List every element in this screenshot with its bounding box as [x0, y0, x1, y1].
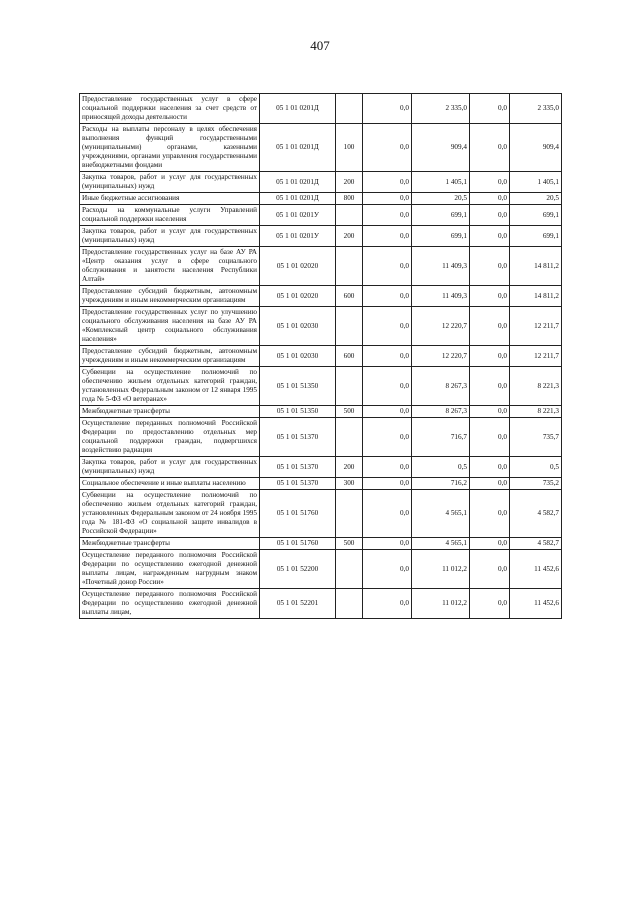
row-value-4-cell: 735,7 [510, 418, 562, 457]
row-code-cell: 05 1 01 02020 [260, 286, 336, 307]
row-code-cell: 05 1 01 02030 [260, 346, 336, 367]
row-value-4-cell: 699,1 [510, 205, 562, 226]
row-value-2-cell: 4 565,1 [412, 538, 470, 550]
row-name-cell: Осуществление переданного полномочия Российской Федерации по осуществлению ежегодной денежной выплаты лицам, [80, 589, 260, 619]
table-row [80, 589, 562, 619]
row-value-4-cell: 11 452,6 [510, 550, 562, 589]
row-code-cell: 05 1 01 51350 [260, 406, 336, 418]
row-value-4-cell: 1 405,1 [510, 172, 562, 193]
row-value-4-cell: 909,4 [510, 124, 562, 172]
row-value-3-cell: 0,0 [470, 172, 510, 193]
row-code-cell: 05 1 01 51350 [260, 367, 336, 406]
row-value-2-cell: 909,4 [412, 124, 470, 172]
row-value-1-cell: 0,0 [363, 418, 412, 457]
row-value-1-cell: 0,0 [363, 193, 412, 205]
row-value-3-cell: 0,0 [470, 346, 510, 367]
row-value-4-cell: 699,1 [510, 226, 562, 247]
table-row [80, 538, 562, 550]
row-code-cell: 05 1 01 0201Д [260, 193, 336, 205]
row-code-cell: 05 1 01 0201Д [260, 94, 336, 124]
table-row [80, 172, 562, 193]
row-value-3-cell: 0,0 [470, 226, 510, 247]
row-code-cell: 05 1 01 51370 [260, 478, 336, 490]
row-code-cell: 05 1 01 52200 [260, 550, 336, 589]
row-name-cell: Межбюджетные трансферты [80, 538, 260, 550]
row-value-4-cell: 8 221,3 [510, 406, 562, 418]
row-expense-type-cell: 200 [336, 172, 363, 193]
table-row [80, 550, 562, 589]
row-value-1-cell: 0,0 [363, 247, 412, 286]
row-value-3-cell: 0,0 [470, 205, 510, 226]
table-row [80, 490, 562, 538]
row-value-1-cell: 0,0 [363, 346, 412, 367]
row-value-3-cell: 0,0 [470, 478, 510, 490]
row-value-3-cell: 0,0 [470, 124, 510, 172]
row-value-1-cell: 0,0 [363, 226, 412, 247]
row-value-3-cell: 0,0 [470, 538, 510, 550]
row-value-4-cell: 4 582,7 [510, 490, 562, 538]
row-value-4-cell: 0,5 [510, 457, 562, 478]
row-expense-type-cell [336, 418, 363, 457]
row-name-cell: Закупка товаров, работ и услуг для государственных (муниципальных) нужд [80, 457, 260, 478]
row-expense-type-cell: 500 [336, 406, 363, 418]
row-value-2-cell: 716,2 [412, 478, 470, 490]
row-name-cell: Предоставление субсидий бюджетным, автономным учреждениям и иным некоммерческим организациям [80, 346, 260, 367]
row-expense-type-cell [336, 205, 363, 226]
row-expense-type-cell [336, 490, 363, 538]
row-value-3-cell: 0,0 [470, 418, 510, 457]
row-value-1-cell: 0,0 [363, 172, 412, 193]
row-value-3-cell: 0,0 [470, 367, 510, 406]
row-value-2-cell: 1 405,1 [412, 172, 470, 193]
row-value-2-cell: 4 565,1 [412, 490, 470, 538]
row-name-cell: Предоставление государственных услуг в сфере социальной поддержки населения за счет средств от приносящей доходы деятельности [80, 94, 260, 124]
row-expense-type-cell [336, 94, 363, 124]
row-value-2-cell: 12 220,7 [412, 346, 470, 367]
row-value-2-cell: 20,5 [412, 193, 470, 205]
row-name-cell: Закупка товаров, работ и услуг для государственных (муниципальных) нужд [80, 172, 260, 193]
row-value-2-cell: 0,5 [412, 457, 470, 478]
row-name-cell: Социальное обеспечение и иные выплаты населению [80, 478, 260, 490]
row-value-1-cell: 0,0 [363, 124, 412, 172]
row-value-4-cell: 12 211,7 [510, 307, 562, 346]
row-name-cell: Субвенции на осуществление полномочий по обеспечению жильем отдельных категорий граждан, установленных Федеральным законом от 12 января 1995 года № 5-ФЗ «О ветеранах» [80, 367, 260, 406]
row-value-2-cell: 699,1 [412, 226, 470, 247]
row-code-cell: 05 1 01 51370 [260, 418, 336, 457]
row-value-3-cell: 0,0 [470, 490, 510, 538]
row-value-1-cell: 0,0 [363, 538, 412, 550]
row-value-2-cell: 699,1 [412, 205, 470, 226]
row-code-cell: 05 1 01 02020 [260, 247, 336, 286]
table-row [80, 247, 562, 286]
row-value-1-cell: 0,0 [363, 205, 412, 226]
row-name-cell: Расходы на коммунальные услуги Управлений социальной поддержки населения [80, 205, 260, 226]
row-value-3-cell: 0,0 [470, 307, 510, 346]
table-row [80, 226, 562, 247]
row-value-2-cell: 11 409,3 [412, 286, 470, 307]
row-code-cell: 05 1 01 02030 [260, 307, 336, 346]
row-value-1-cell: 0,0 [363, 307, 412, 346]
table-row [80, 457, 562, 478]
row-name-cell: Предоставление государственных услуг на базе АУ РА «Центр оказания услуг в сфере социального обслуживания и занятости населения Республики Алтай» [80, 247, 260, 286]
row-value-2-cell: 2 335,0 [412, 94, 470, 124]
row-value-1-cell: 0,0 [363, 286, 412, 307]
row-value-2-cell: 11 012,2 [412, 550, 470, 589]
row-expense-type-cell: 200 [336, 226, 363, 247]
row-code-cell: 05 1 01 0201Д [260, 172, 336, 193]
row-value-4-cell: 735,2 [510, 478, 562, 490]
row-value-1-cell: 0,0 [363, 478, 412, 490]
row-value-1-cell: 0,0 [363, 457, 412, 478]
row-expense-type-cell [336, 367, 363, 406]
row-name-cell: Предоставление государственных услуг по улучшению социального обслуживания населения на базе АУ РА «Комплексный центр социального обслуживания населения» [80, 307, 260, 346]
row-value-4-cell: 2 335,0 [510, 94, 562, 124]
row-value-3-cell: 0,0 [470, 94, 510, 124]
page-number: 407 [310, 38, 330, 53]
row-name-cell: Межбюджетные трансферты [80, 406, 260, 418]
row-value-4-cell: 20,5 [510, 193, 562, 205]
row-value-2-cell: 8 267,3 [412, 406, 470, 418]
row-value-1-cell: 0,0 [363, 550, 412, 589]
row-code-cell: 05 1 01 0201У [260, 226, 336, 247]
row-value-4-cell: 12 211,7 [510, 346, 562, 367]
row-name-cell: Осуществление переданного полномочия Российской Федерации по осуществлению ежегодной денежной выплаты лицам, награжденным нагрудным знаком «Почетный донор России» [80, 550, 260, 589]
row-expense-type-cell: 100 [336, 124, 363, 172]
row-value-4-cell: 4 582,7 [510, 538, 562, 550]
row-expense-type-cell [336, 589, 363, 619]
row-expense-type-cell: 300 [336, 478, 363, 490]
row-value-4-cell: 14 811,2 [510, 247, 562, 286]
table-row [80, 286, 562, 307]
row-expense-type-cell [336, 247, 363, 286]
row-code-cell: 05 1 01 0201Д [260, 124, 336, 172]
row-expense-type-cell: 600 [336, 346, 363, 367]
row-value-3-cell: 0,0 [470, 550, 510, 589]
table-row [80, 418, 562, 457]
table-row [80, 406, 562, 418]
table-row [80, 478, 562, 490]
row-expense-type-cell: 800 [336, 193, 363, 205]
row-value-4-cell: 8 221,3 [510, 367, 562, 406]
row-expense-type-cell: 200 [336, 457, 363, 478]
row-name-cell: Иные бюджетные ассигнования [80, 193, 260, 205]
row-value-4-cell: 14 811,2 [510, 286, 562, 307]
row-code-cell: 05 1 01 51760 [260, 490, 336, 538]
table-row [80, 94, 562, 124]
row-value-1-cell: 0,0 [363, 589, 412, 619]
row-expense-type-cell [336, 550, 363, 589]
table-row [80, 307, 562, 346]
table-row [80, 193, 562, 205]
row-value-2-cell: 11 409,3 [412, 247, 470, 286]
row-value-3-cell: 0,0 [470, 406, 510, 418]
row-code-cell: 05 1 01 52201 [260, 589, 336, 619]
row-name-cell: Расходы на выплаты персоналу в целях обеспечения выполнения функций государственными (муниципальными) органами, казенными учреждениями, органами управления государственными внебюджетными фондами [80, 124, 260, 172]
row-name-cell: Закупка товаров, работ и услуг для государственных (муниципальных) нужд [80, 226, 260, 247]
table-row [80, 205, 562, 226]
row-value-3-cell: 0,0 [470, 457, 510, 478]
budget-table [79, 93, 562, 619]
row-value-2-cell: 8 267,3 [412, 367, 470, 406]
row-value-1-cell: 0,0 [363, 94, 412, 124]
row-name-cell: Предоставление субсидий бюджетным, автономным учреждениям и иным некоммерческим организациям [80, 286, 260, 307]
table-row [80, 367, 562, 406]
row-value-4-cell: 11 452,6 [510, 589, 562, 619]
row-value-1-cell: 0,0 [363, 490, 412, 538]
budget-table-body [80, 94, 562, 619]
table-row [80, 124, 562, 172]
table-row [80, 346, 562, 367]
row-code-cell: 05 1 01 51760 [260, 538, 336, 550]
row-value-2-cell: 11 012,2 [412, 589, 470, 619]
row-value-3-cell: 0,0 [470, 247, 510, 286]
row-value-3-cell: 0,0 [470, 286, 510, 307]
row-expense-type-cell: 500 [336, 538, 363, 550]
row-expense-type-cell [336, 307, 363, 346]
row-value-2-cell: 12 220,7 [412, 307, 470, 346]
row-value-1-cell: 0,0 [363, 367, 412, 406]
row-value-3-cell: 0,0 [470, 589, 510, 619]
row-value-3-cell: 0,0 [470, 193, 510, 205]
row-name-cell: Субвенции на осуществление полномочий по обеспечению жильем отдельных категорий граждан, установленных Федеральным законом от 24 ноября 1995 года № 181-ФЗ «О социальной защите инвалидов в Российской Федерации» [80, 490, 260, 538]
row-value-2-cell: 716,7 [412, 418, 470, 457]
row-value-1-cell: 0,0 [363, 406, 412, 418]
row-expense-type-cell: 600 [336, 286, 363, 307]
row-name-cell: Осуществление переданных полномочий Российской Федерации по предоставлению отдельных мер социальной поддержки граждан, подвергшихся воздействию радиации [80, 418, 260, 457]
row-code-cell: 05 1 01 51370 [260, 457, 336, 478]
row-code-cell: 05 1 01 0201У [260, 205, 336, 226]
